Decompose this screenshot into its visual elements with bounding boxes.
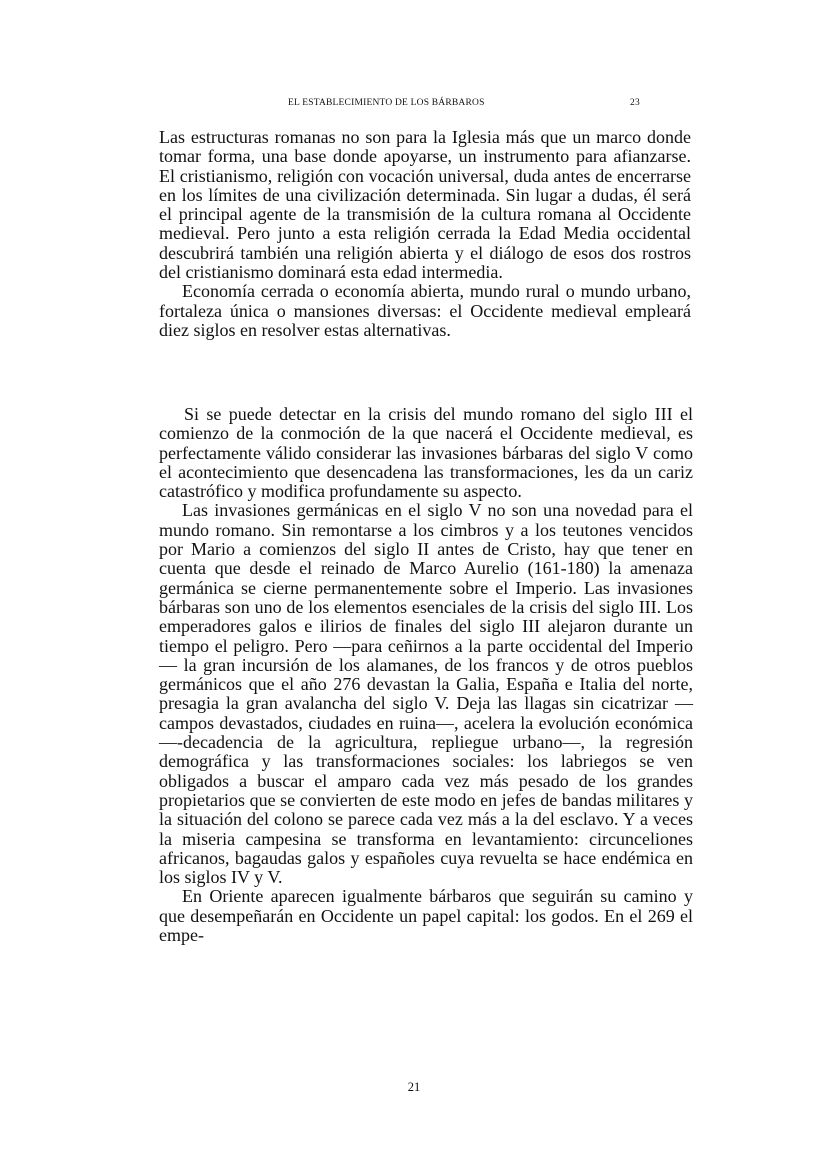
paragraph: En Oriente aparecen igualmente bárbaros que seguirán su camino y que desempeñarán en Occidente un papel capital: los godos. En el 269 el empe- bbox=[159, 886, 693, 946]
paragraph: Economía cerrada o economía abierta, mundo rural o mundo urbano, fortaleza única o mansiones diversas: el Occidente medieval empleará diez siglos en resolver estas alternativas. bbox=[159, 281, 691, 340]
running-head bbox=[0, 98, 828, 112]
paragraph: Si se puede detectar en la crisis del mundo romano del siglo III el comienzo de la conmoción de la que nacerá el Occidente medieval, es perfectamente válido considerar las invasiones bárbaras del siglo V como el acontecimiento que desencadena las transformaciones, les da un cariz catastrófico y modifica profundamente su aspecto. bbox=[159, 404, 693, 502]
paragraph: Las invasiones germánicas en el siglo V no son una novedad para el mundo romano. Sin remontarse a los cimbros y a los teutones vencidos por Mario a comienzos del siglo II antes de Cristo, hay que tener en cuenta que desde el reinado de Marco Aurelio (161-180) la amenaza germánica se cierne permanentemente sobre el Imperio. Las invasiones bárbaras son uno de los elementos esenciales de la crisis del siglo III. Los emperadores galos e ilirios de finales del siglo III alejaron durante un tiempo el peligro. Pero —para ceñirnos a la parte occidental del Imperio— la gran incursión de los alamanes, de los francos y de otros pueblos germánicos que el año 276 devastan la Galia, España e Italia del norte, presagia la gran avalancha del siglo V. Deja las llagas sin cicatrizar —campos devastados, ciudades en ruina—, acelera la evolución económica —-decadencia de la agricultura, repliegue urbano—, la regresión demográfica y las transformaciones sociales: los labriegos se ven obligados a buscar el amparo cada vez más pesado de los grandes propietarios que se convierten de este modo en jefes de bandas militares y la situación del colono se parece cada vez más a la del esclavo. Y a veces la miseria campesina se transforma en levantamiento: circunceliones africanos, bagaudas galos y españoles cuya revuelta se hace endémica en los siglos IV y V. bbox=[159, 500, 693, 888]
running-title: EL ESTABLECIMIENTO DE LOS BÁRBAROS bbox=[288, 98, 485, 108]
text-section-two bbox=[159, 405, 693, 945]
paragraph: Las estructuras romanas no son para la Iglesia más que un marco donde tomar forma, una base donde apoyarse, un instrumento para afianzarse. El cristianismo, religión con vocación universal, duda antes de encerrarse en los límites de una civilización determinada. Sin lugar a dudas, él será el principal agente de la transmisión de la cultura romana al Occidente medieval. Pero junto a esta religión cerrada la Edad Media occidental descubrirá también una religión abierta y el diálogo de esos dos rostros del cristianismo dominará esta edad intermedia. bbox=[159, 127, 691, 283]
header-page-number: 23 bbox=[630, 98, 640, 108]
text-section-one bbox=[159, 128, 691, 340]
footer-folio: 21 bbox=[407, 1080, 421, 1094]
